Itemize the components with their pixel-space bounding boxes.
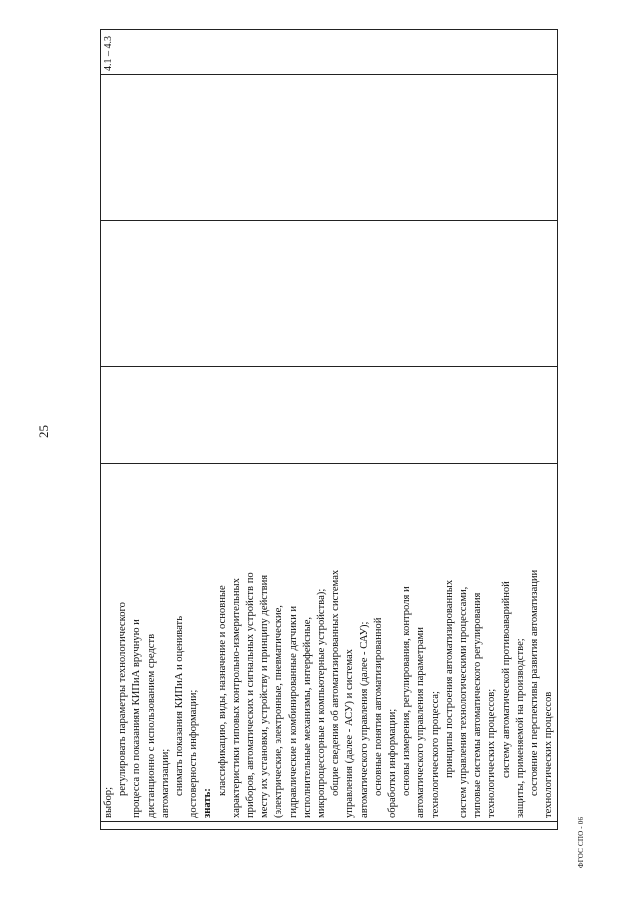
empty-cell bbox=[101, 75, 558, 221]
content-line: систем управления технологическими процессами, bbox=[458, 586, 470, 818]
content-line: технологического процесса; bbox=[429, 691, 441, 818]
content-line: технологических процессов bbox=[543, 691, 555, 818]
content-line: управления (далее - АСУ) и системах bbox=[344, 649, 356, 818]
content-line: технологических процессов; bbox=[486, 688, 498, 818]
content-line: основные понятия автоматизированной bbox=[372, 617, 384, 796]
footer-code: ФГОС СПО - 06 bbox=[577, 816, 585, 868]
content-line: принципы построения автоматизированных bbox=[443, 579, 455, 778]
content-line: знать: bbox=[202, 788, 214, 818]
empty-cell bbox=[101, 221, 558, 367]
table-row bbox=[101, 30, 558, 830]
content-line: регулировать параметры технологического bbox=[117, 602, 129, 796]
content-line: (электрические, электронные, пневматические, bbox=[273, 605, 285, 818]
content-line: классификацию, виды, назначение и основные bbox=[216, 585, 228, 796]
content-line: процесса по показаниям КИПиА вручную и bbox=[131, 619, 143, 818]
content-line: автоматического управления параметрами bbox=[415, 627, 427, 818]
content-line: микропроцессорные и компьютерные устройства); bbox=[316, 588, 328, 818]
content-cell bbox=[101, 464, 558, 822]
content-line: основы измерения, регулирования, контроля и bbox=[401, 586, 413, 796]
content-line: типовые системы автоматического регулирования bbox=[472, 592, 484, 818]
content-line: автоматического управления (далее - САУ); bbox=[358, 621, 370, 818]
content-line: защиты, применяемой на производстве; bbox=[514, 638, 526, 818]
rotated-page bbox=[100, 30, 556, 830]
content-line: общие сведения об автоматизированных системах bbox=[330, 569, 342, 796]
content-line: состояние и перспективы развития автоматизации bbox=[529, 569, 541, 796]
content-line: автоматизации; bbox=[159, 748, 171, 818]
content-line: исполнительные механизмы, интерфейсные, bbox=[301, 616, 313, 818]
content-line: обработки информации; bbox=[387, 708, 399, 818]
content-line: характеристики типовых контрольно-измерительных bbox=[230, 578, 242, 818]
content-line: месту их установки, устройству и принципу действия bbox=[259, 574, 271, 818]
content-line: систему автоматической противоаварийной bbox=[500, 581, 512, 778]
content-line: выбор; bbox=[103, 786, 114, 818]
page-number: 25 bbox=[36, 425, 51, 438]
content-line: дистанционно с использованием средств bbox=[145, 633, 157, 818]
content-text bbox=[101, 464, 557, 821]
competency-reference: 4.1 – 4.3 bbox=[103, 36, 114, 71]
content-line: гидравлические и комбинированные датчики и bbox=[287, 605, 299, 818]
content-line: снимать показания КИПиА и оценивать bbox=[174, 615, 186, 796]
empty-cell bbox=[101, 367, 558, 464]
content-line: приборов, автоматических и сигнальных устройств по bbox=[245, 572, 257, 818]
index-cell bbox=[101, 822, 558, 830]
standards-table bbox=[100, 29, 558, 830]
content-line: достоверность информации; bbox=[188, 689, 200, 818]
competency-ref-cell bbox=[101, 30, 558, 75]
